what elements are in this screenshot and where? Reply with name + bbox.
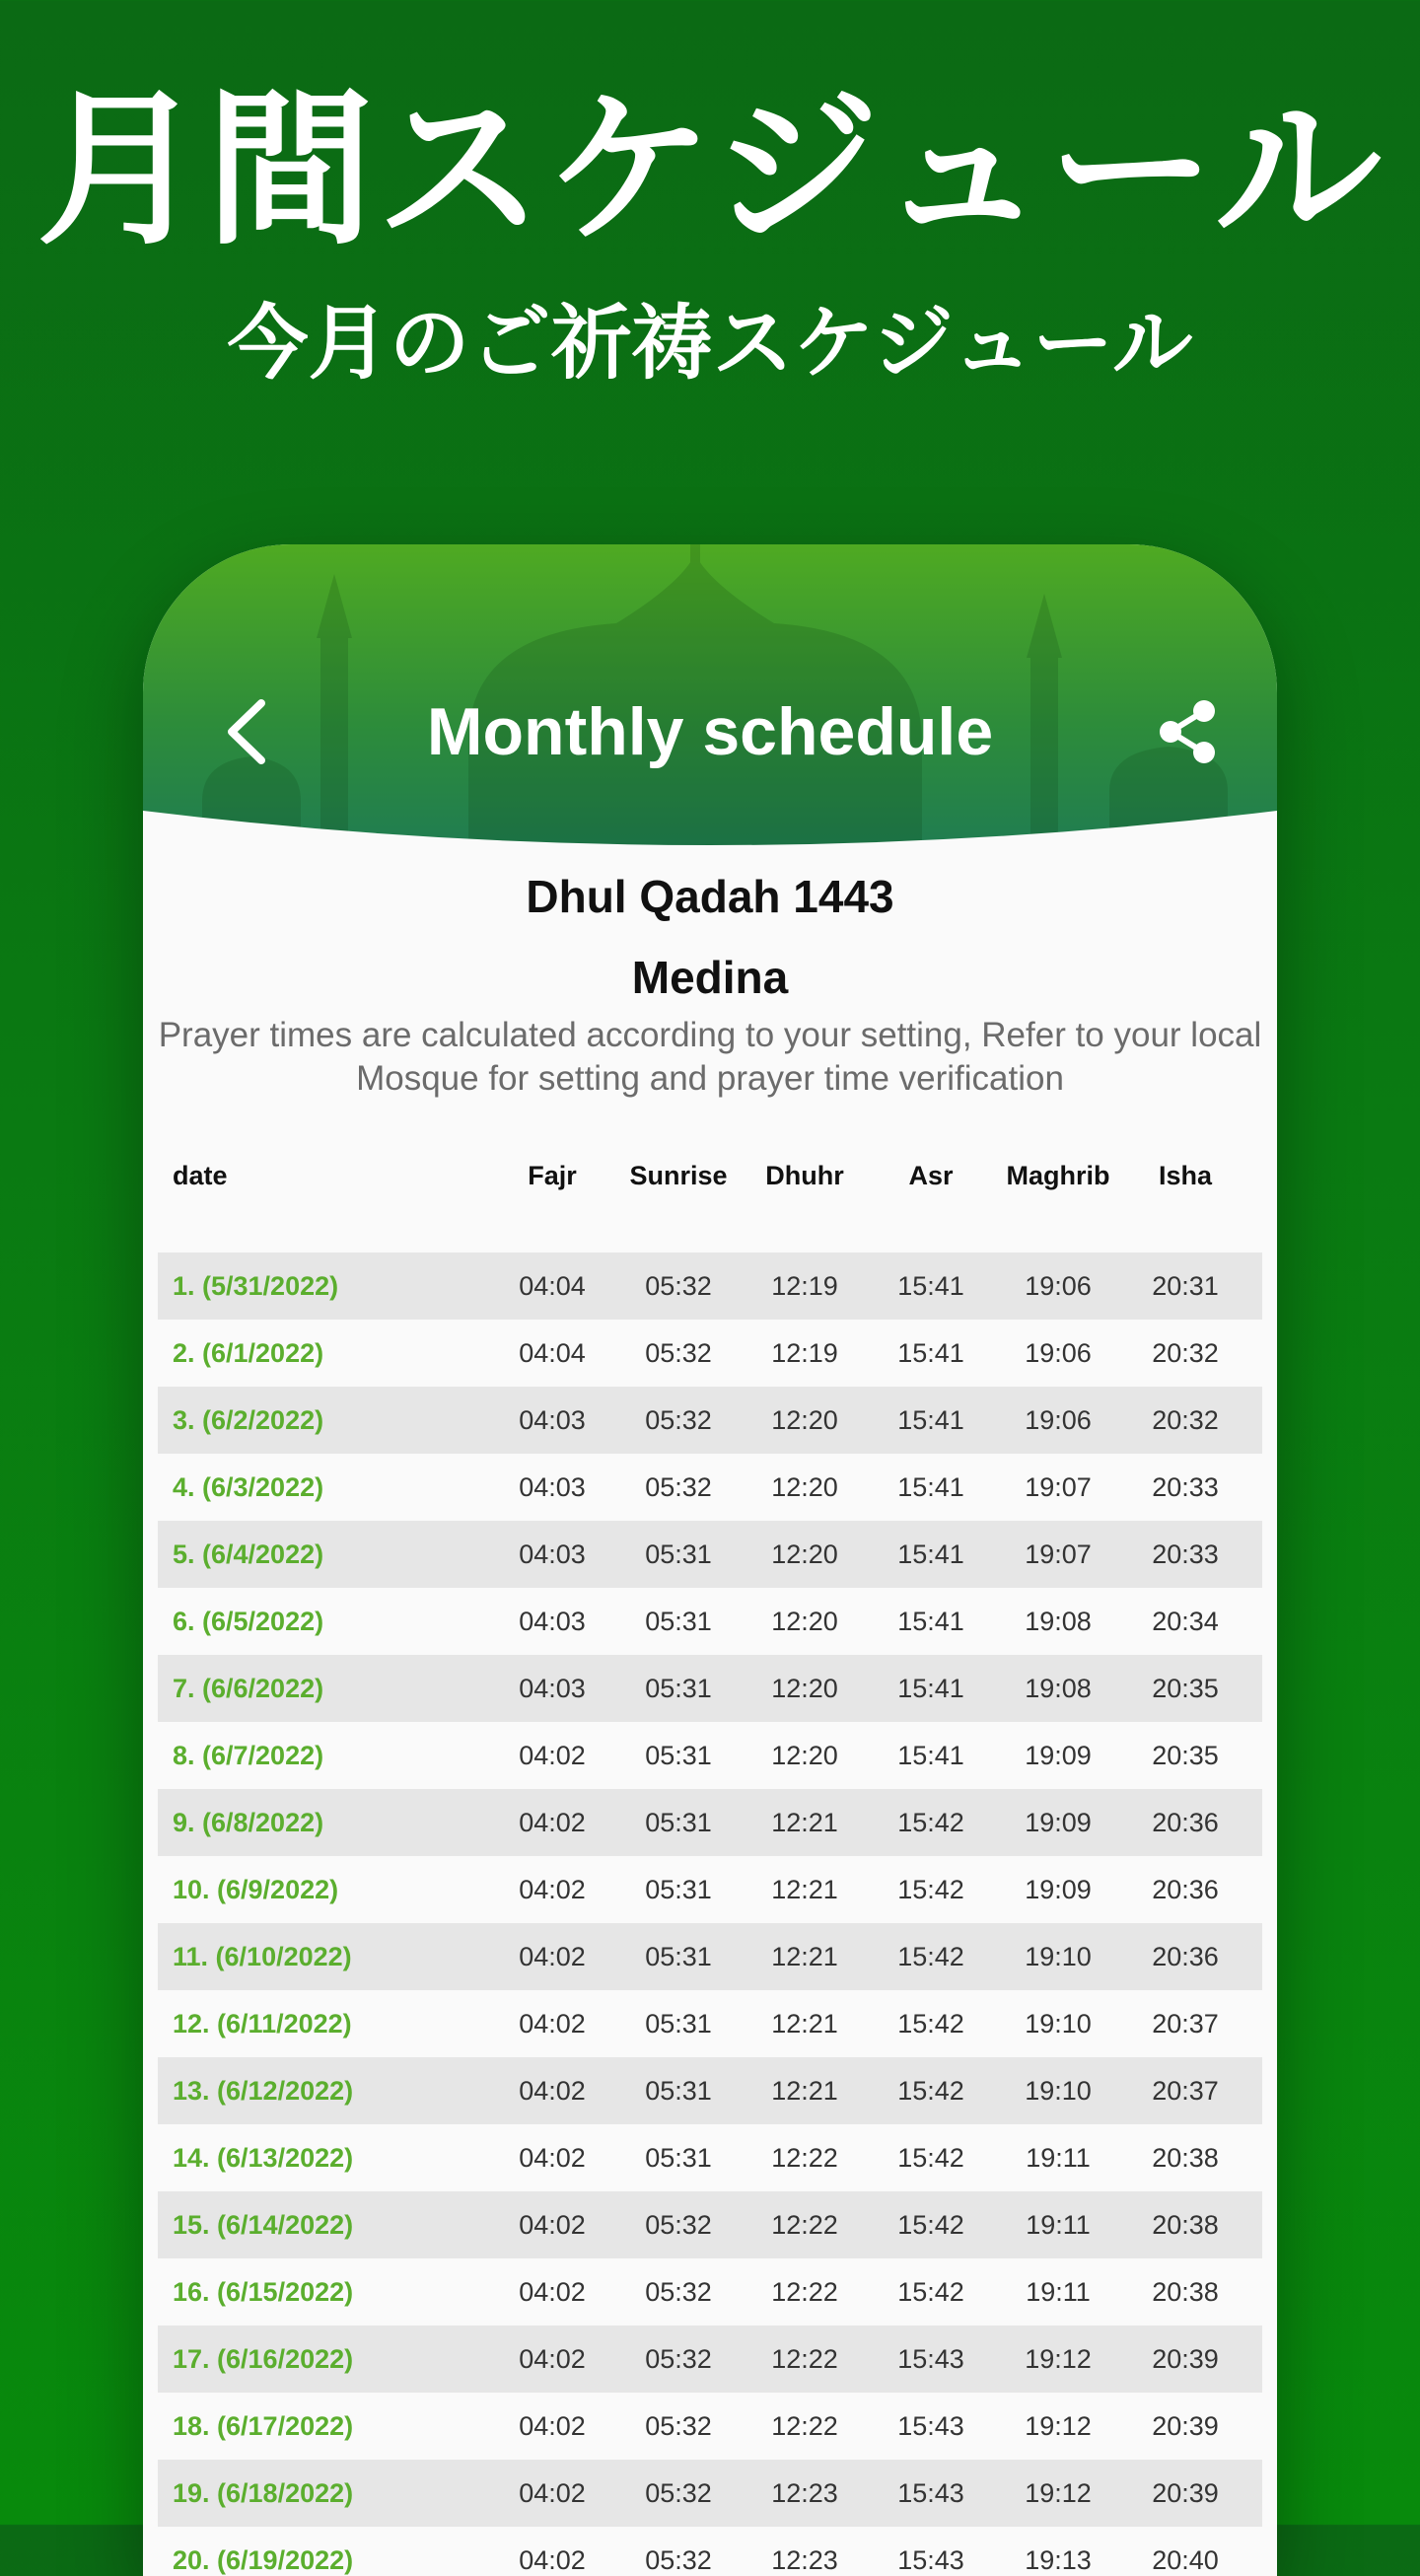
header-sunrise: Sunrise bbox=[629, 1160, 728, 1190]
asr-cell: 15:43 bbox=[897, 2343, 964, 2374]
dhuhr-cell: 12:21 bbox=[771, 1807, 838, 1837]
isha-cell: 20:37 bbox=[1152, 2075, 1219, 2106]
table-row bbox=[158, 1856, 1262, 1923]
isha-cell: 20:40 bbox=[1152, 2544, 1219, 2575]
sunrise-cell: 05:31 bbox=[645, 1941, 712, 1971]
header-asr: Asr bbox=[908, 1160, 954, 1190]
maghrib-cell: 19:06 bbox=[1025, 1404, 1092, 1435]
fajr-cell: 04:02 bbox=[519, 2075, 586, 2106]
sunrise-cell: 05:31 bbox=[645, 1673, 712, 1703]
chevron-left-icon bbox=[224, 697, 269, 766]
isha-cell: 20:36 bbox=[1152, 1874, 1219, 1904]
calculation-disclaimer: Prayer times are calculated according to your setting, Refer to your local Mosque for setting and prayer time verification bbox=[158, 1016, 1262, 1098]
table-row bbox=[158, 1923, 1262, 1990]
dhuhr-cell: 12:20 bbox=[771, 1673, 838, 1703]
isha-cell: 20:35 bbox=[1152, 1740, 1219, 1770]
date-cell: 18. (6/17/2022) bbox=[173, 2410, 354, 2441]
app-header bbox=[143, 544, 1277, 870]
share-icon bbox=[1157, 699, 1220, 764]
fajr-cell: 04:03 bbox=[519, 1606, 586, 1636]
sunrise-cell: 05:32 bbox=[645, 2209, 712, 2240]
table-row bbox=[158, 1990, 1262, 2057]
sunrise-cell: 05:32 bbox=[645, 2477, 712, 2508]
maghrib-cell: 19:08 bbox=[1025, 1673, 1092, 1703]
table-row bbox=[158, 1454, 1262, 1521]
date-cell: 12. (6/11/2022) bbox=[173, 2008, 352, 2039]
dhuhr-cell: 12:22 bbox=[771, 2276, 838, 2307]
sunrise-cell: 05:32 bbox=[645, 1471, 712, 1502]
date-cell: 13. (6/12/2022) bbox=[173, 2075, 354, 2106]
maghrib-cell: 19:06 bbox=[1025, 1270, 1092, 1301]
maghrib-cell: 19:09 bbox=[1025, 1740, 1092, 1770]
asr-cell: 15:42 bbox=[897, 1941, 964, 1971]
sunrise-cell: 05:32 bbox=[645, 1337, 712, 1368]
fajr-cell: 04:02 bbox=[519, 2544, 586, 2575]
isha-cell: 20:33 bbox=[1152, 1538, 1219, 1569]
isha-cell: 20:32 bbox=[1152, 1337, 1219, 1368]
isha-cell: 20:39 bbox=[1152, 2410, 1219, 2441]
isha-cell: 20:39 bbox=[1152, 2343, 1219, 2374]
maghrib-cell: 19:11 bbox=[1026, 2209, 1091, 2240]
asr-cell: 15:42 bbox=[897, 1874, 964, 1904]
date-cell: 8. (6/7/2022) bbox=[173, 1740, 324, 1770]
dhuhr-cell: 12:19 bbox=[771, 1337, 838, 1368]
isha-cell: 20:32 bbox=[1152, 1404, 1219, 1435]
sunrise-cell: 05:31 bbox=[645, 1874, 712, 1904]
dhuhr-cell: 12:20 bbox=[771, 1740, 838, 1770]
date-cell: 19. (6/18/2022) bbox=[173, 2477, 354, 2508]
maghrib-cell: 19:10 bbox=[1025, 1941, 1092, 1971]
sunrise-cell: 05:31 bbox=[645, 1538, 712, 1569]
table-row bbox=[158, 2124, 1262, 2191]
asr-cell: 15:41 bbox=[897, 1740, 964, 1770]
sunrise-cell: 05:32 bbox=[645, 2276, 712, 2307]
isha-cell: 20:33 bbox=[1152, 1471, 1219, 1502]
fajr-cell: 04:03 bbox=[519, 1404, 586, 1435]
share-button[interactable] bbox=[1149, 692, 1228, 771]
table-body bbox=[158, 1252, 1262, 2576]
dhuhr-cell: 12:22 bbox=[771, 2209, 838, 2240]
promo-title: 月間スケジュール bbox=[36, 73, 1384, 268]
table-row bbox=[158, 1252, 1262, 1320]
fajr-cell: 04:03 bbox=[519, 1673, 586, 1703]
dhuhr-cell: 12:20 bbox=[771, 1471, 838, 1502]
sunrise-cell: 05:32 bbox=[645, 2410, 712, 2441]
sunrise-cell: 05:31 bbox=[645, 1606, 712, 1636]
fajr-cell: 04:02 bbox=[519, 2008, 586, 2039]
asr-cell: 15:41 bbox=[897, 1673, 964, 1703]
date-cell: 6. (6/5/2022) bbox=[173, 1606, 324, 1636]
dhuhr-cell: 12:21 bbox=[771, 2075, 838, 2106]
dhuhr-cell: 12:23 bbox=[771, 2477, 838, 2508]
date-cell: 10. (6/9/2022) bbox=[173, 1874, 339, 1904]
asr-cell: 15:41 bbox=[897, 1606, 964, 1636]
asr-cell: 15:42 bbox=[897, 2209, 964, 2240]
asr-cell: 15:42 bbox=[897, 1807, 964, 1837]
sunrise-cell: 05:31 bbox=[645, 2075, 712, 2106]
table-row bbox=[158, 1789, 1262, 1856]
table-row bbox=[158, 2191, 1262, 2258]
asr-cell: 15:41 bbox=[897, 1337, 964, 1368]
asr-cell: 15:41 bbox=[897, 1538, 964, 1569]
asr-cell: 15:42 bbox=[897, 2276, 964, 2307]
date-cell: 11. (6/10/2022) bbox=[173, 1941, 352, 1971]
isha-cell: 20:38 bbox=[1152, 2142, 1219, 2173]
fajr-cell: 04:02 bbox=[519, 2276, 586, 2307]
date-cell: 14. (6/13/2022) bbox=[173, 2142, 354, 2173]
sunrise-cell: 05:32 bbox=[645, 2544, 712, 2575]
dhuhr-cell: 12:21 bbox=[771, 1941, 838, 1971]
fajr-cell: 04:02 bbox=[519, 2410, 586, 2441]
header-fajr: Fajr bbox=[528, 1160, 577, 1190]
maghrib-cell: 19:06 bbox=[1025, 1337, 1092, 1368]
table-row bbox=[158, 2460, 1262, 2527]
maghrib-cell: 19:07 bbox=[1025, 1538, 1092, 1569]
isha-cell: 20:37 bbox=[1152, 2008, 1219, 2039]
maghrib-cell: 19:10 bbox=[1025, 2008, 1092, 2039]
isha-cell: 20:38 bbox=[1152, 2276, 1219, 2307]
asr-cell: 15:42 bbox=[897, 2075, 964, 2106]
header-dhuhr: Dhuhr bbox=[765, 1160, 844, 1190]
fajr-cell: 04:03 bbox=[519, 1538, 586, 1569]
asr-cell: 15:43 bbox=[897, 2544, 964, 2575]
fajr-cell: 04:02 bbox=[519, 1807, 586, 1837]
isha-cell: 20:35 bbox=[1152, 1673, 1219, 1703]
maghrib-cell: 19:09 bbox=[1025, 1807, 1092, 1837]
sunrise-cell: 05:31 bbox=[645, 2008, 712, 2039]
fajr-cell: 04:02 bbox=[519, 1874, 586, 1904]
fajr-cell: 04:02 bbox=[519, 2343, 586, 2374]
city-name: Medina bbox=[631, 952, 789, 1003]
date-cell: 4. (6/3/2022) bbox=[173, 1471, 324, 1502]
sunrise-cell: 05:32 bbox=[645, 1270, 712, 1301]
screen-title: Monthly schedule bbox=[426, 694, 994, 769]
dhuhr-cell: 12:21 bbox=[771, 2008, 838, 2039]
table-row bbox=[158, 1387, 1262, 1454]
asr-cell: 15:41 bbox=[897, 1404, 964, 1435]
fajr-cell: 04:02 bbox=[519, 2477, 586, 2508]
table-row bbox=[158, 1655, 1262, 1722]
sunrise-cell: 05:31 bbox=[645, 1740, 712, 1770]
maghrib-cell: 19:12 bbox=[1025, 2343, 1092, 2374]
header-date: date bbox=[173, 1160, 228, 1190]
dhuhr-cell: 12:20 bbox=[771, 1606, 838, 1636]
phone-screen bbox=[143, 544, 1277, 2576]
maghrib-cell: 19:13 bbox=[1025, 2544, 1092, 2575]
header-maghrib: Maghrib bbox=[1006, 1160, 1110, 1190]
asr-cell: 15:42 bbox=[897, 2142, 964, 2173]
fajr-cell: 04:02 bbox=[519, 2142, 586, 2173]
fajr-cell: 04:02 bbox=[519, 1740, 586, 1770]
date-cell: 7. (6/6/2022) bbox=[173, 1673, 324, 1703]
maghrib-cell: 19:12 bbox=[1025, 2410, 1092, 2441]
table-row bbox=[158, 2258, 1262, 2326]
dhuhr-cell: 12:22 bbox=[771, 2343, 838, 2374]
fajr-cell: 04:04 bbox=[519, 1337, 586, 1368]
sunrise-cell: 05:32 bbox=[645, 2343, 712, 2374]
table-row bbox=[158, 1521, 1262, 1588]
header-isha: Isha bbox=[1158, 1160, 1213, 1190]
maghrib-cell: 19:12 bbox=[1025, 2477, 1092, 2508]
isha-cell: 20:36 bbox=[1152, 1807, 1219, 1837]
asr-cell: 15:43 bbox=[897, 2477, 964, 2508]
date-cell: 9. (6/8/2022) bbox=[173, 1807, 324, 1837]
table-header-row bbox=[158, 1126, 1262, 1225]
date-cell: 1. (5/31/2022) bbox=[173, 1270, 339, 1301]
date-cell: 2. (6/1/2022) bbox=[173, 1337, 324, 1368]
table-row bbox=[158, 1320, 1262, 1387]
table-row bbox=[158, 2527, 1262, 2576]
fajr-cell: 04:02 bbox=[519, 1941, 586, 1971]
dhuhr-cell: 12:20 bbox=[771, 1538, 838, 1569]
promo-subtitle: 今月のご祈祷スケジュール bbox=[227, 297, 1193, 391]
maghrib-cell: 19:11 bbox=[1026, 2142, 1091, 2173]
dhuhr-cell: 12:19 bbox=[771, 1270, 838, 1301]
maghrib-cell: 19:09 bbox=[1025, 1874, 1092, 1904]
prayer-times-table bbox=[158, 1126, 1262, 2576]
date-cell: 17. (6/16/2022) bbox=[173, 2343, 354, 2374]
date-cell: 20. (6/19/2022) bbox=[173, 2544, 354, 2575]
date-cell: 5. (6/4/2022) bbox=[173, 1538, 324, 1569]
asr-cell: 15:43 bbox=[897, 2410, 964, 2441]
fajr-cell: 04:04 bbox=[519, 1270, 586, 1301]
maghrib-cell: 19:10 bbox=[1025, 2075, 1092, 2106]
table-row bbox=[158, 2057, 1262, 2124]
dhuhr-cell: 12:22 bbox=[771, 2410, 838, 2441]
maghrib-cell: 19:07 bbox=[1025, 1471, 1092, 1502]
sunrise-cell: 05:32 bbox=[645, 1404, 712, 1435]
asr-cell: 15:41 bbox=[897, 1270, 964, 1301]
table-row bbox=[158, 1588, 1262, 1655]
fajr-cell: 04:03 bbox=[519, 1471, 586, 1502]
hijri-month-label: Dhul Qadah 1443 bbox=[526, 871, 894, 922]
date-cell: 15. (6/14/2022) bbox=[173, 2209, 354, 2240]
sunrise-cell: 05:31 bbox=[645, 1807, 712, 1837]
fajr-cell: 04:02 bbox=[519, 2209, 586, 2240]
isha-cell: 20:39 bbox=[1152, 2477, 1219, 2508]
asr-cell: 15:42 bbox=[897, 2008, 964, 2039]
table-row bbox=[158, 1722, 1262, 1789]
table-row bbox=[158, 2326, 1262, 2393]
maghrib-cell: 19:08 bbox=[1025, 1606, 1092, 1636]
isha-cell: 20:38 bbox=[1152, 2209, 1219, 2240]
back-button[interactable] bbox=[212, 692, 281, 771]
table-row bbox=[158, 2393, 1262, 2460]
date-cell: 16. (6/15/2022) bbox=[173, 2276, 354, 2307]
sunrise-cell: 05:31 bbox=[645, 2142, 712, 2173]
isha-cell: 20:34 bbox=[1152, 1606, 1219, 1636]
dhuhr-cell: 12:22 bbox=[771, 2142, 838, 2173]
maghrib-cell: 19:11 bbox=[1026, 2276, 1091, 2307]
isha-cell: 20:31 bbox=[1152, 1270, 1219, 1301]
isha-cell: 20:36 bbox=[1152, 1941, 1219, 1971]
date-cell: 3. (6/2/2022) bbox=[173, 1404, 324, 1435]
asr-cell: 15:41 bbox=[897, 1471, 964, 1502]
dhuhr-cell: 12:23 bbox=[771, 2544, 838, 2575]
dhuhr-cell: 12:21 bbox=[771, 1874, 838, 1904]
dhuhr-cell: 12:20 bbox=[771, 1404, 838, 1435]
